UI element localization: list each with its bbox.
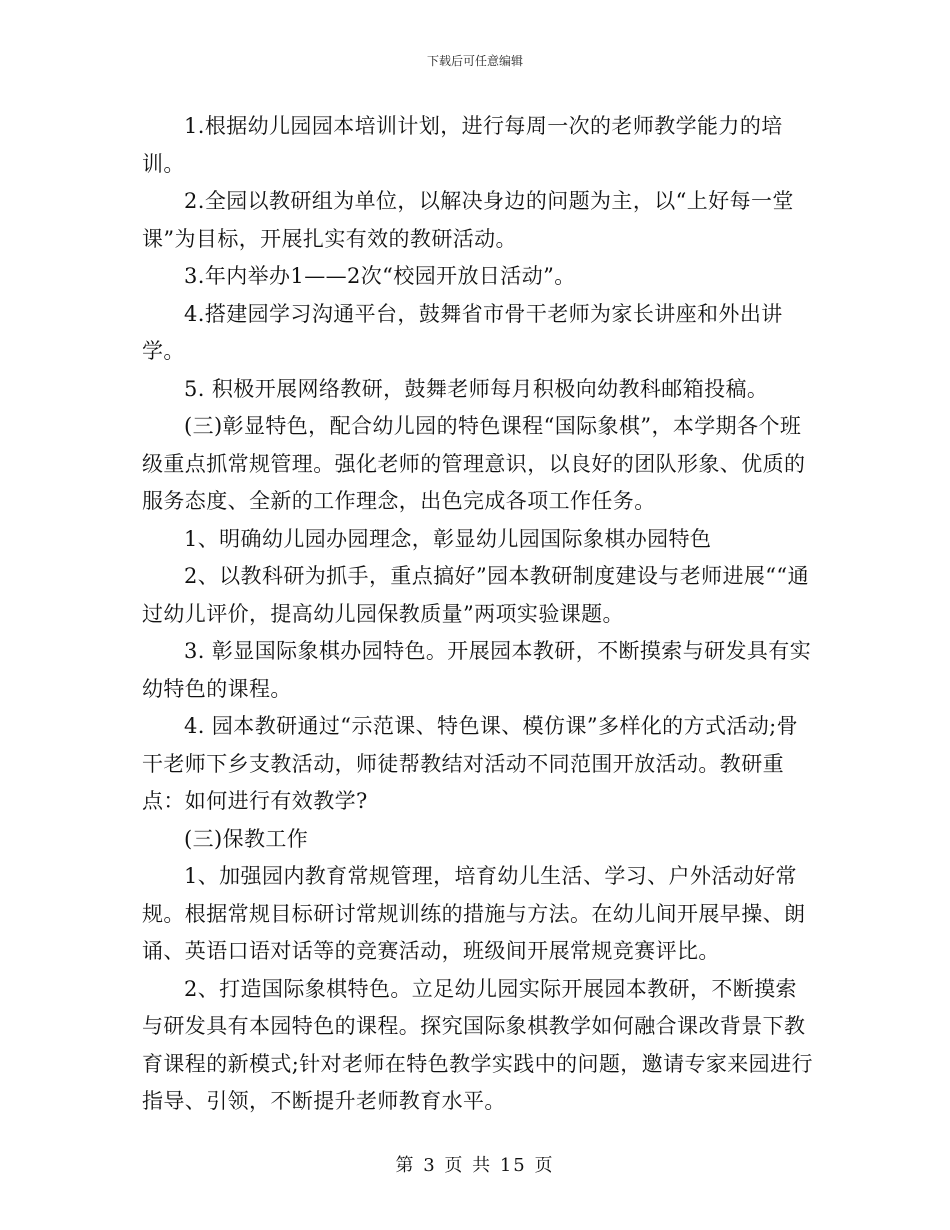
paragraph: 5. 积极开展网络教研，鼓舞老师每月积极向幼教科邮箱投稿。	[184, 376, 769, 401]
paragraph: 2、以教科研为抓手，重点搞好”园本教研制度建设与老师进展““通过幼儿评价，提高幼儿园保教质量”两项实验课题。	[142, 564, 809, 626]
paragraph: 4. 园本教研通过“示范课、特色课、模仿课”多样化的方式活动;骨干老师下乡支教活动，师徒帮教结对活动不同范围开放活动。教研重点：如何进行有效教学?	[142, 714, 799, 813]
section-heading: (三)保教工作	[184, 826, 309, 851]
section-paragraph: (三)彰显特色，配合幼儿园的特色课程“国际象棋”，本学期各个班级重点抓常规管理。强化老师的管理意识，以良好的团队形象、优质的服务态度、全新的工作理念，出色完成各项工作任务。	[142, 414, 806, 513]
paragraph: 2.全园以教研组为单位，以解决身边的问题为主，以“上好每一堂课”为目标，开展扎实有效的教研活动。	[142, 189, 794, 251]
paragraph: 3.年内举办1——2次“校园开放日活动”。	[184, 264, 576, 288]
paragraph: 1、加强园内教育常规管理，培育幼儿生活、学习、户外活动好常规。根据常规目标研讨常规训练的措施与方法。在幼儿间开展早操、朗诵、英语口语对话等的竞赛活动，班级间开展常规竞赛评比。	[142, 864, 806, 963]
body-text	[142, 108, 814, 1121]
paragraph: 4.搭建园学习沟通平台，鼓舞省市骨干老师为家长讲座和外出讲学。	[142, 301, 783, 363]
page-header: 下载后可任意编辑	[426, 54, 523, 68]
paragraph: 3. 彰显国际象棋办园特色。开展园本教研，不断摸索与研发具有实幼特色的课程。	[142, 639, 812, 701]
paragraph: 2、打造国际象棋特色。立足幼儿园实际开展园本教研，不断摸索与研发具有本园特色的课程。探究国际象棋教学如何融合课改背景下教育课程的新模式;针对老师在特色教学实践中的问题，邀请专家来园进行指导、引领，不断提升老师教育水平。	[142, 976, 813, 1113]
page-footer: 第 3 页 共 15 页	[395, 1155, 555, 1176]
paragraph: 1、明确幼儿园办园理念，彰显幼儿园国际象棋办园特色	[184, 526, 712, 551]
paragraph: 1.根据幼儿园园本培训计划，进行每周一次的老师教学能力的培训。	[142, 114, 783, 176]
